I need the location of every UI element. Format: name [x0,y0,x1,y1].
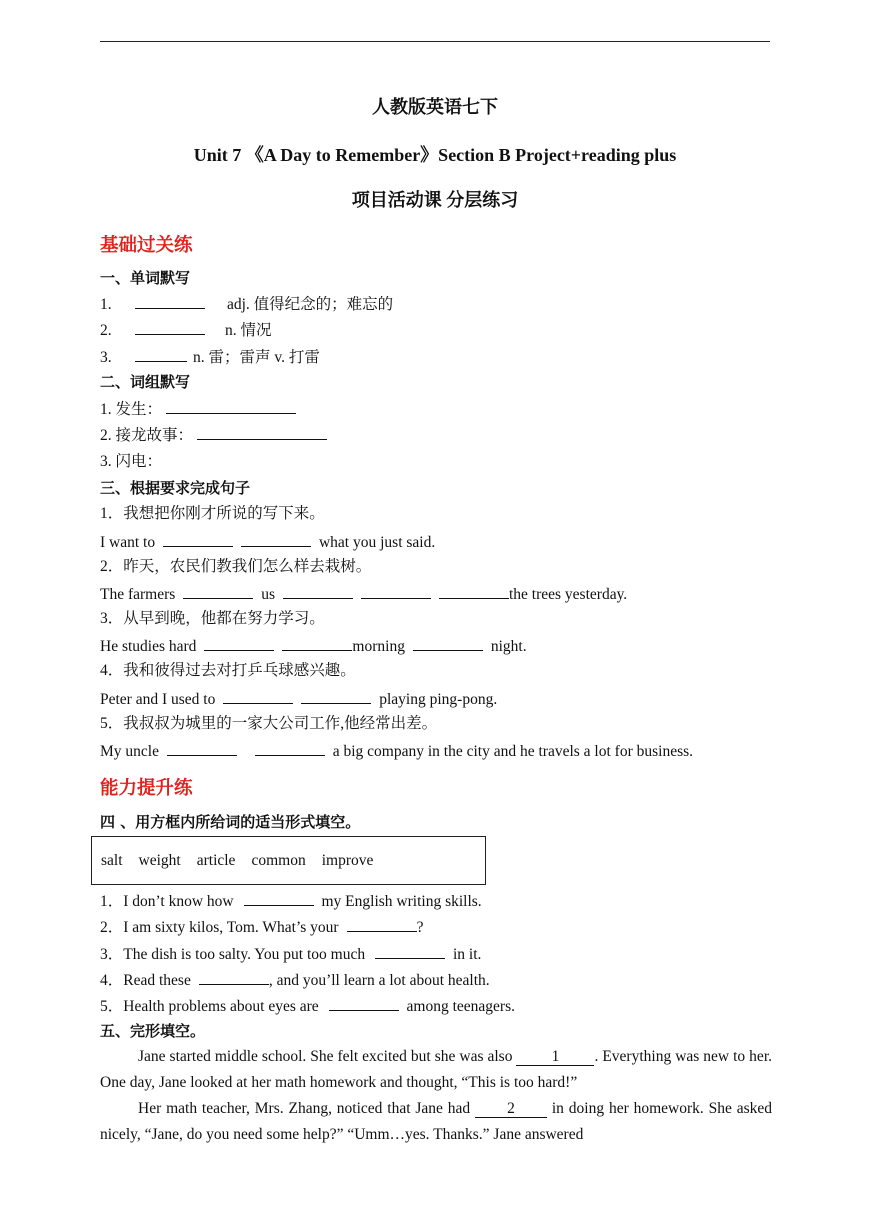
part1-item-1: 1. adj. 值得纪念的；难忘的 [100,293,393,315]
answer-blank[interactable] [282,635,352,651]
answer-blank[interactable] [223,688,293,704]
answer-blank[interactable] [204,635,274,651]
page-title: 人教版英语七下 [372,97,498,117]
section-advanced-heading: 能力提升练 [100,778,193,799]
word-item: salt [101,852,123,869]
answer-blank[interactable] [439,583,509,599]
answer-blank[interactable] [163,531,233,547]
part1-heading: 一、单词默写 [100,269,191,287]
part3-q5-english: My uncle a big company in the city and he travels a lot for business. [100,740,693,762]
cloze-blank-2[interactable]: 2 [475,1100,547,1118]
word-item: common [251,852,306,869]
part5-heading: 五、完形填空。 [100,1022,206,1040]
answer-blank[interactable] [183,583,253,599]
part3-q3-english: He studies hard morning night. [100,635,527,657]
answer-blank[interactable] [329,995,399,1011]
word-item: weight [138,852,181,869]
answer-blank[interactable] [413,635,483,651]
part2-item-2: 2. 接龙故事： [100,424,331,446]
answer-blank[interactable] [375,943,445,959]
answer-blank[interactable] [361,583,431,599]
part4-q3: 3．The dish is too salty. You put too much in it. [100,943,481,965]
part2-heading: 二、词组默写 [100,373,191,391]
answer-blank[interactable] [166,398,296,414]
part4-q1: 1．I don’t know how my English writing skills. [100,890,482,912]
word-box [91,836,486,885]
part3-q3-chinese: 3．从早到晚，他都在努力学习。 [100,610,325,627]
part4-heading: 四 、用方框内所给词的适当形式填空。 [100,813,361,831]
header-rule [100,41,770,42]
part2-item-1: 1. 发生： [100,398,300,420]
answer-blank[interactable] [241,531,311,547]
answer-blank[interactable] [135,346,187,362]
part1-item-3: 3. n. 雷；雷声 v. 打雷 [100,346,320,368]
answer-blank[interactable] [347,916,417,932]
answer-blank[interactable] [135,293,205,309]
cloze-paragraph-2: Her math teacher, Mrs. Zhang, noticed that Jane had 2 in doing her homework. She asked nicely, “Jane, do you need some help?” “Umm…yes. Thanks.” Jane answered [100,1100,773,1143]
answer-blank[interactable] [255,740,325,756]
answer-blank[interactable] [135,319,205,335]
answer-blank[interactable] [301,688,371,704]
lesson-subtitle: 项目活动课 分层练习 [351,190,519,210]
part1-item-2: 2. n. 情况 [100,319,272,341]
word-item: improve [321,852,374,869]
cloze-paragraph-1: Jane started middle school. She felt excited but she was also 1 . Everything was new to her. One day, Jane looked at her math homework and thought, “This is too hard!” [100,1048,772,1091]
answer-blank[interactable] [199,969,269,985]
cloze-blank-1[interactable]: 1 [516,1048,594,1066]
answer-blank[interactable] [283,583,353,599]
part3-q4-english: Peter and I used to playing ping-pong. [100,688,497,710]
answer-blank[interactable] [197,424,327,440]
part3-q5-chinese: 5．我叔叔为城里的一家大公司工作,他经常出差。 [100,715,438,732]
answer-blank[interactable] [167,740,237,756]
answer-blank[interactable] [244,890,314,906]
part4-q4: 4．Read these , and you’ll learn a lot about health. [100,969,490,991]
part3-q4-chinese: 4．我和彼得过去对打乒乓球感兴趣。 [100,662,356,679]
part3-q1-english: I want to what you just said. [100,531,435,553]
word-item: article [196,852,236,869]
part3-q2-english: The farmers us the trees yesterday. [100,583,627,605]
part4-q2: 2．I am sixty kilos, Tom. What’s your ? [100,916,423,938]
section-basic-heading: 基础过关练 [100,235,193,256]
part3-heading: 三、根据要求完成句子 [100,479,251,497]
part2-item-3: 3. 闪电： [100,453,163,470]
part3-q2-chinese: 2．昨天，农民们教我们怎么样去栽树。 [100,558,372,575]
part3-q1-chinese: 1．我想把你刚才所说的写下来。 [100,505,325,522]
part4-q5: 5．Health problems about eyes are among teenagers. [100,995,515,1017]
unit-title: Unit 7 《A Day to Remember》Section B Project+reading plus [193,145,677,165]
word-list [101,852,389,870]
